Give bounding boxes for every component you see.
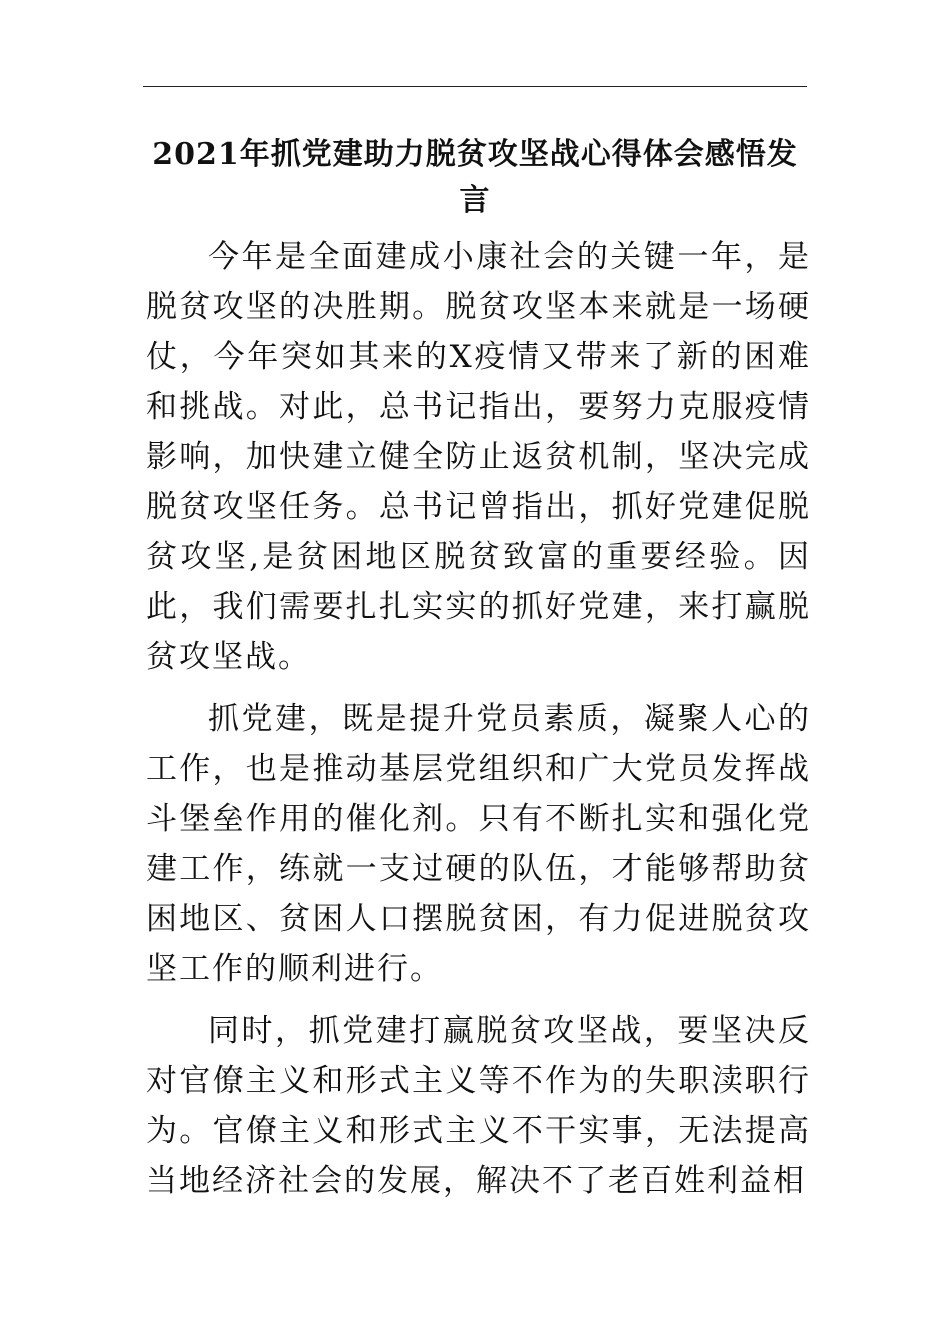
document-body xyxy=(146,232,811,1206)
header-rule xyxy=(143,86,807,87)
paragraph-1: 今年是全面建成小康社会的关键一年，是脱贫攻坚的决胜期。脱贫攻坚本来就是一场硬仗，今年突如其来的X疫情又带来了新的困难和挑战。对此，总书记指出，要努力克服疫情影响，加快建立健全防止返贫机制，坚决完成脱贫攻坚任务。总书记曾指出，抓好党建促脱贫攻坚,是贫困地区脱贫致富的重要经验。因此，我们需要扎扎实实的抓好党建，来打赢脱贫攻坚战。 xyxy=(146,239,811,675)
paragraph-2: 抓党建，既是提升党员素质，凝聚人心的工作，也是推动基层党组织和广大党员发挥战斗堡垒作用的催化剂。只有不断扎实和强化党建工作，练就一支过硬的队伍，才能够帮助贫困地区、贫困人口摆脱贫困，有力促进脱贫攻坚工作的顺利进行。 xyxy=(146,701,811,987)
paragraph-3: 同时，抓党建打赢脱贫攻坚战，要坚决反对官僚主义和形式主义等不作为的失职渎职行为。官僚主义和形式主义不干实事，无法提高当地经济社会的发展，解决不了老百姓利益相 xyxy=(146,1013,811,1199)
document-title: 2021年抓党建助力脱贫攻坚战心得体会感悟发言 xyxy=(152,137,798,218)
